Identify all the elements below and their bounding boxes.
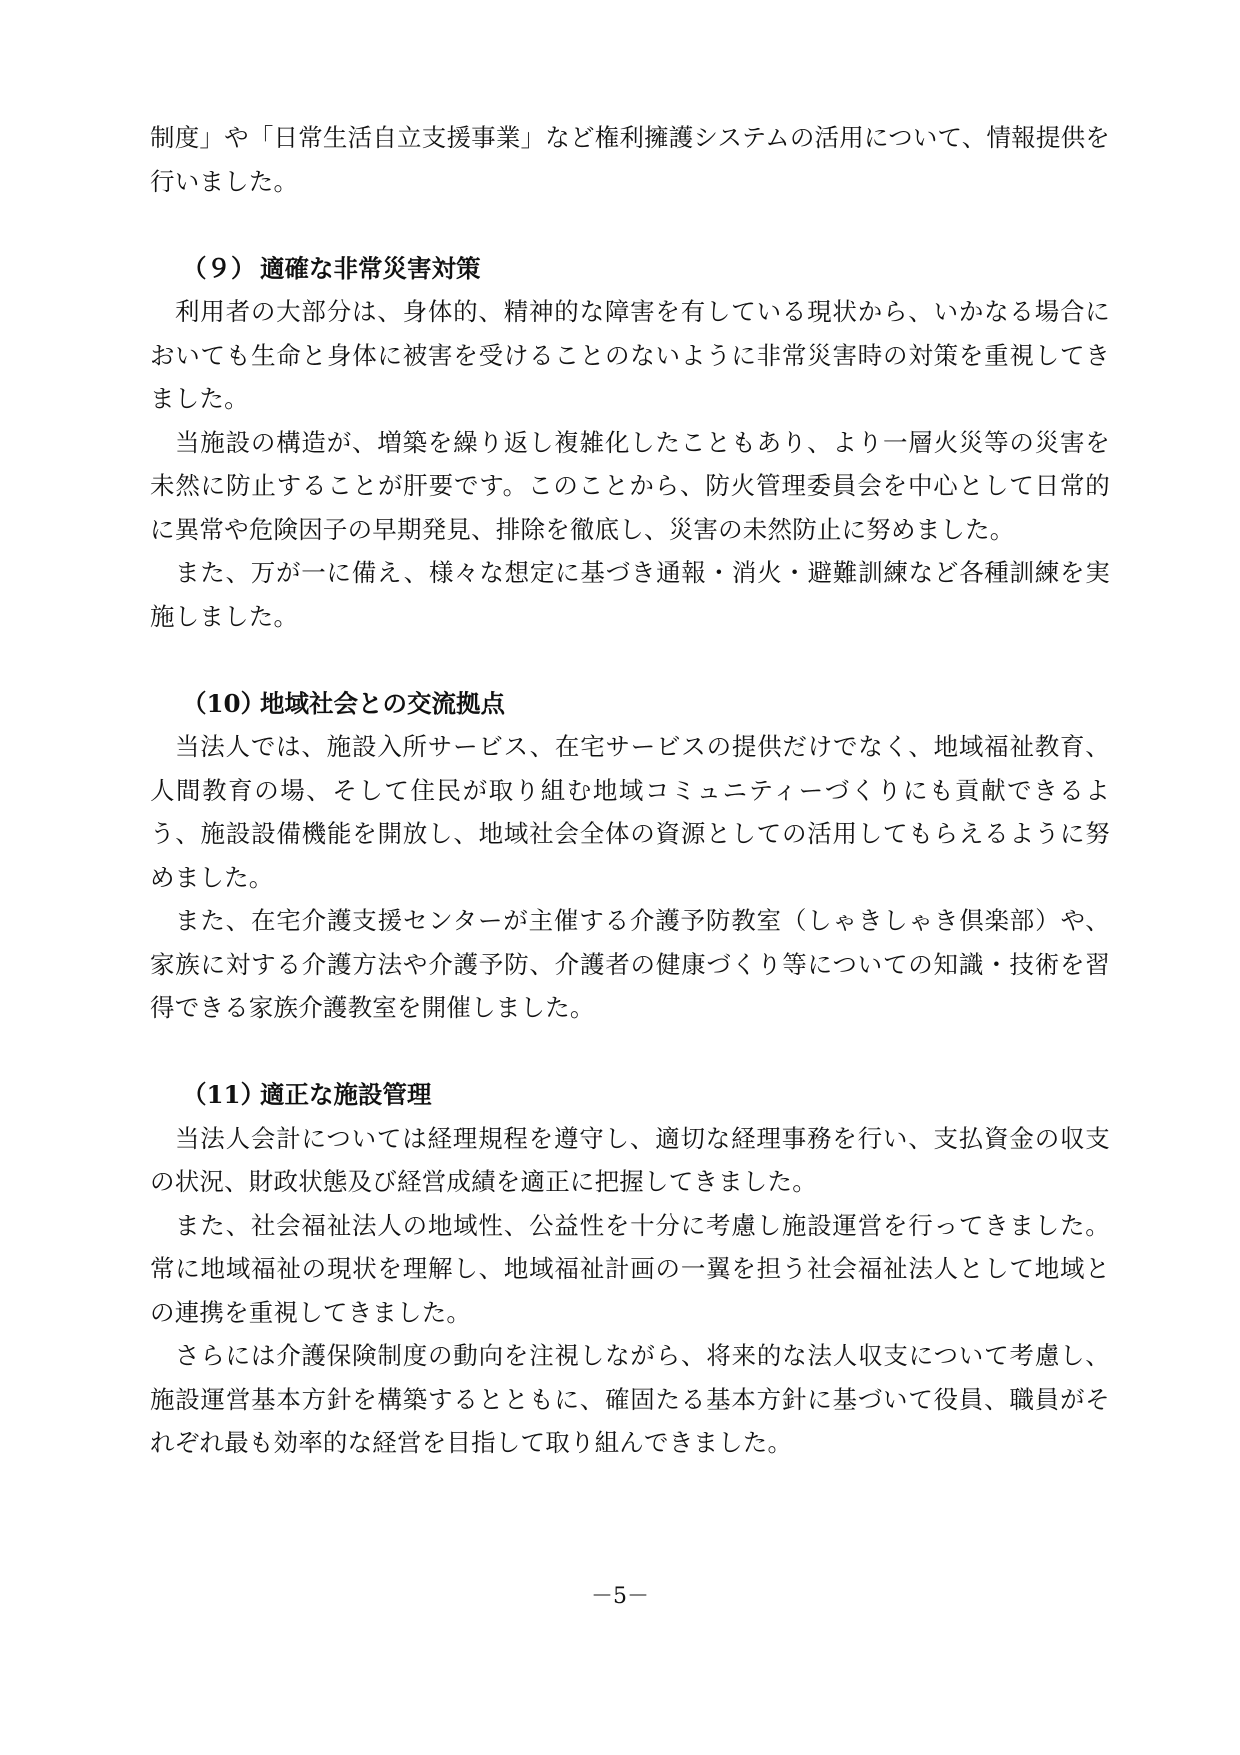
- section-paragraph: また、万が一に備え、様々な想定に基づき通報・消火・避難訓練など各種訓練を実施しました。: [150, 558, 1110, 631]
- section-11: [150, 1073, 1110, 1465]
- section-heading: [150, 682, 1110, 726]
- intro-paragraph: 制度」や「日常生活自立支援事業」など権利擁護システムの活用について、情報提供を行いました。: [150, 123, 1110, 196]
- section-paragraph: また、在宅介護支援センターが主催する介護予防教室（しゃきしゃき倶楽部）や、家族に対する介護方法や介護予防、介護者の健康づくり等についての知識・技術を習得できる家族介護教室を開催しました。: [150, 906, 1110, 1022]
- section-heading: [150, 247, 1110, 291]
- section-spacer: [150, 203, 1110, 247]
- section-heading: [150, 1073, 1110, 1117]
- section-10: [150, 682, 1110, 1030]
- section-paragraph: 当法人では、施設入所サービス、在宅サービスの提供だけでなく、地域福祉教育、人間教育の場、そして住民が取り組む地域コミュニティーづくりにも貢献できるよう、施設設備機能を開放し、地域社会全体の資源としての活用してもらえるように努めました。: [150, 732, 1110, 892]
- section-paragraph: 利用者の大部分は、身体的、精神的な障害を有している現状から、いかなる場合においても生命と身体に被害を受けることのないように非常災害時の対策を重視してきました。: [150, 297, 1110, 413]
- section-spacer: [150, 638, 1110, 682]
- section-number: （９）: [182, 253, 256, 283]
- section-title: 適正な施設管理: [260, 1080, 432, 1109]
- section-9: [150, 247, 1110, 639]
- section-paragraph: 当施設の構造が、増築を繰り返し複雑化したこともあり、より一層火災等の災害を未然に防止することが肝要です。このことから、防火管理委員会を中心として日常的に異常や危険因子の早期発見、排除を徹底し、災害の未然防止に努めました。: [150, 427, 1110, 544]
- section-paragraph: さらには介護保険制度の動向を注視しながら、将来的な法人収支について考慮し、施設運営基本方針を構築するとともに、確固たる基本方針に基づいて役員、職員がそれぞれ最も効率的な経営を目指して取り組んできました。: [150, 1341, 1110, 1457]
- section-paragraph: また、社会福祉法人の地域性、公益性を十分に考慮し施設運営を行ってきました。常に地域福祉の現状を理解し、地域福祉計画の一翼を担う社会福祉法人として地域との連携を重視してきました。: [150, 1210, 1110, 1327]
- section-paragraph: 当法人会計については経理規程を遵守し、適切な経理事務を行い、支払資金の収支の状況、財政状態及び経営成績を適正に把握してきました。: [150, 1123, 1110, 1196]
- section-spacer: [150, 1030, 1110, 1074]
- document-body: [150, 116, 1110, 1465]
- section-title: 地域社会との交流拠点: [260, 688, 505, 718]
- section-title: 適確な非常災害対策: [260, 253, 481, 283]
- section-number: （10）: [182, 688, 266, 718]
- page-number: －5－: [591, 1584, 649, 1609]
- section-number: （11）: [182, 1080, 266, 1109]
